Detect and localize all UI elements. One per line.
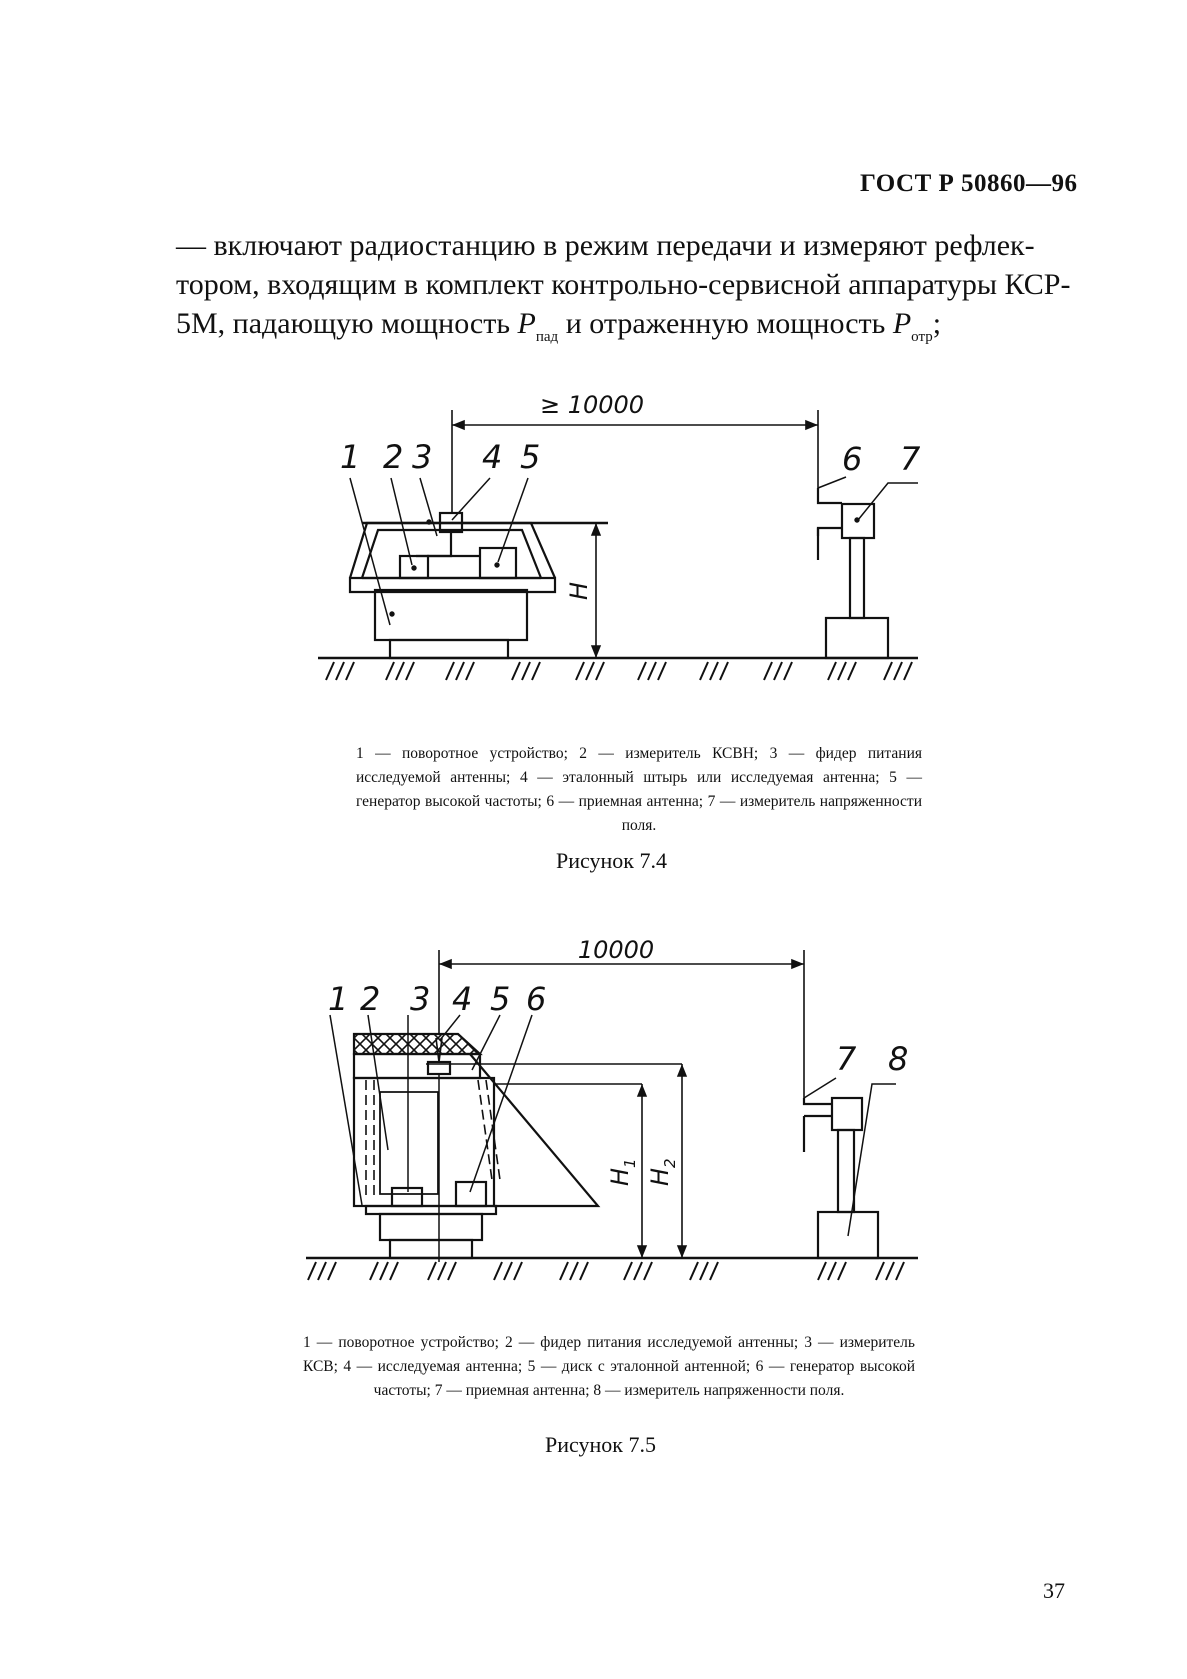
cabinet — [354, 1078, 494, 1206]
fig1-distance-label: ≥ 10000 — [539, 391, 645, 419]
fig1-label-4: 4 — [482, 438, 503, 476]
fig1-label-7: 7 — [900, 440, 921, 478]
figure-7-5-caption: 1 — поворотное устройство; 2 — фидер питания исследуемой антенны; 3 — измеритель КСВ; 4 — исследуемая антенна; 5 — диск с эталонной антенной; 6 — генератор высокой частоты; 7 — приемная антенна; 8 — измеритель напряженности поля. — [303, 1334, 915, 1399]
turntable-plate-2 — [366, 1206, 496, 1214]
cabinet-top-strip — [354, 1054, 480, 1078]
paragraph-line-3-end: ; — [932, 307, 942, 340]
fig2-label-8: 8 — [888, 1040, 909, 1078]
fig1-label-2: 2 — [383, 438, 404, 476]
leader-4 — [452, 478, 490, 520]
fig2-h2-sub: 2 — [661, 1158, 679, 1168]
leader-6 — [818, 477, 846, 488]
fig2-label-5: 5 — [490, 980, 511, 1018]
ground-hatching — [326, 662, 912, 680]
leader-5 — [498, 478, 528, 562]
turntable-body — [375, 590, 527, 640]
leader-2-7 — [804, 1078, 836, 1098]
turntable-foot-2 — [390, 1240, 472, 1258]
fig2-h1-letter: H — [606, 1167, 634, 1186]
paragraph-line-3-start: 5М, падающую мощность — [176, 307, 518, 340]
fig1-height-label: H — [565, 581, 593, 600]
fig2-height-label-2 — [646, 1158, 679, 1186]
leader-2-5 — [472, 1015, 500, 1070]
receiver-base — [826, 618, 888, 658]
fig2-h1-sub: 1 — [621, 1158, 639, 1168]
leader-1 — [350, 478, 390, 625]
leader-3 — [420, 478, 437, 536]
leader-2-8 — [848, 1084, 896, 1236]
figure-7-4-drawing — [318, 410, 918, 680]
paragraph-line-2: тором, входящим в комплект контрольно-сервисной аппаратуры КСР- — [176, 268, 1071, 301]
fig1-label-3: 3 — [412, 438, 433, 476]
power-symbol-incident: P — [517, 307, 536, 340]
fig2-h2-letter: H — [646, 1167, 674, 1186]
subscript-reflected: отр — [911, 329, 933, 345]
figure-7-4-caption: 1 — поворотное устройство; 2 — измеритель КСВН; 3 — фидер питания исследуемой антенны; 4 — эталонный штырь или исследуемая антенна; 5 — генератор высокой частоты; 6 — приемная антенна; 7 — измеритель напряженности поля. — [356, 745, 922, 834]
page-number: 37 — [1043, 1578, 1065, 1603]
subscript-incident: пад — [535, 329, 559, 345]
fig1-label-6: 6 — [842, 440, 863, 478]
figure-7-5-title: Рисунок 7.5 — [545, 1432, 656, 1457]
fig2-label-2: 2 — [360, 980, 381, 1018]
leader-2 — [391, 478, 412, 565]
receiver-mast — [850, 538, 864, 618]
fig1-label-5: 5 — [520, 438, 541, 476]
ground-hatching-2 — [308, 1262, 904, 1280]
swr-meter-box — [392, 1188, 422, 1206]
fig2-label-3: 3 — [410, 980, 431, 1018]
fig2-label-6: 6 — [526, 980, 547, 1018]
fig2-label-7: 7 — [836, 1040, 857, 1078]
turntable-foot — [390, 640, 508, 658]
receiver-head-2 — [832, 1098, 862, 1130]
generator-box-2 — [456, 1182, 486, 1206]
reflector-wedge — [470, 1054, 598, 1206]
turntable-body-2 — [380, 1214, 482, 1240]
paragraph-line-3-middle: и отраженную мощность — [558, 307, 893, 340]
figure-7-5-drawing — [306, 950, 918, 1280]
leader-2-6 — [470, 1015, 532, 1192]
paragraph-line-1: — включают радиостанцию в режим передачи и измеряют рефлек- — [176, 229, 1035, 262]
leader-7 — [858, 483, 918, 520]
power-symbol-reflected: P — [892, 307, 912, 340]
fig2-label-4: 4 — [452, 980, 473, 1018]
fig1-label-1: 1 — [340, 438, 361, 476]
feeder-line — [416, 532, 451, 556]
receiver-mast-2 — [838, 1130, 854, 1212]
internal-frame — [380, 1092, 438, 1194]
fig2-height-label-1 — [606, 1158, 639, 1186]
document-code: ГОСТ Р 50860—96 — [860, 170, 1078, 197]
figure-7-4-title: Рисунок 7.4 — [556, 848, 667, 873]
fig2-label-1: 1 — [328, 980, 349, 1018]
fig2-distance-label: 10000 — [577, 936, 655, 964]
receiving-antenna-upper — [818, 488, 842, 503]
